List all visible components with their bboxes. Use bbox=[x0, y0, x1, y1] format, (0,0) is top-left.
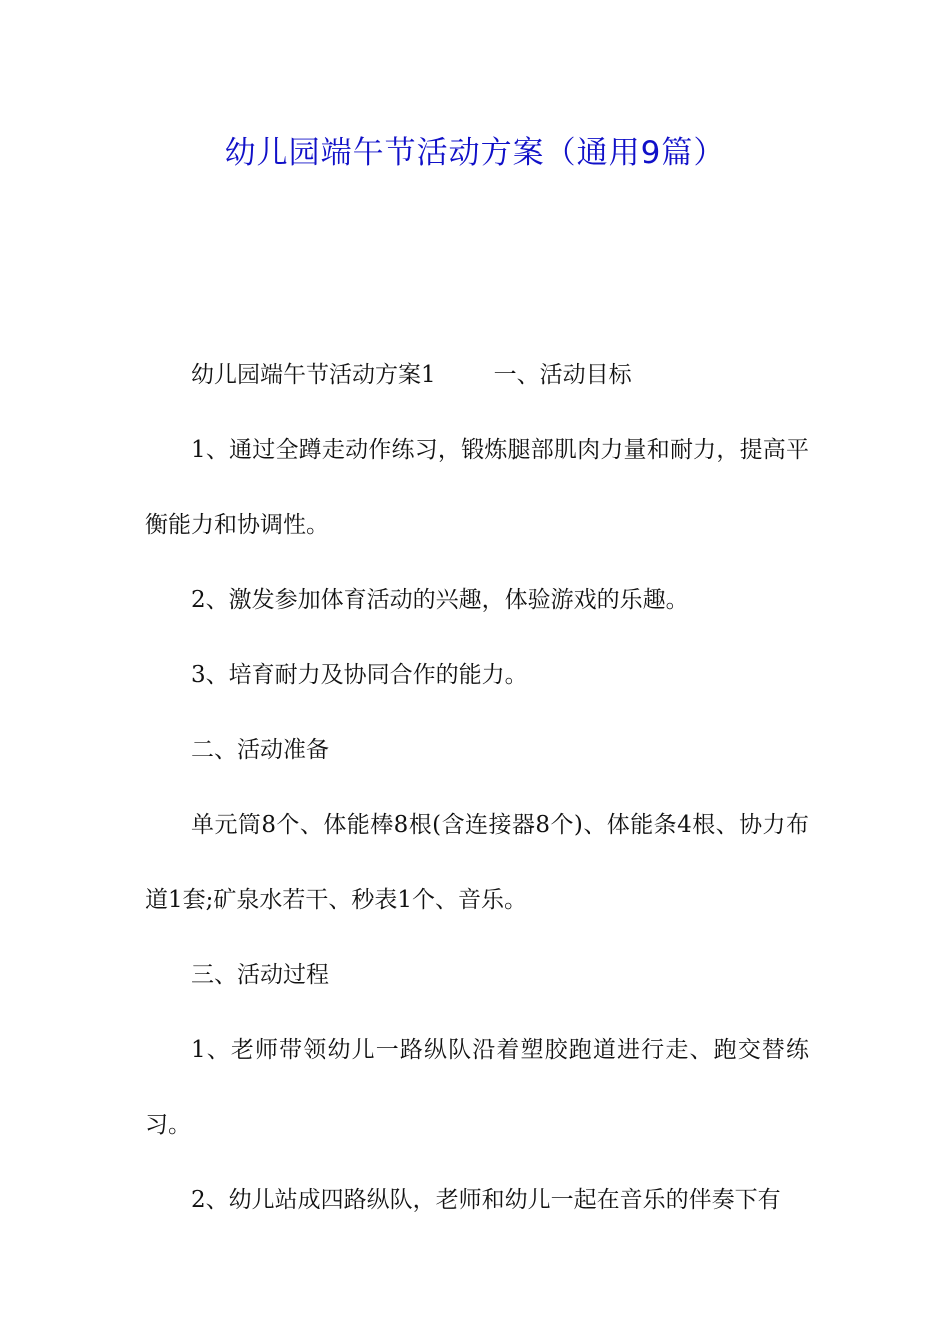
paragraph: 1、老师带领幼儿一路纵队沿着塑胶跑道进行走、跑交替练习。 bbox=[145, 1037, 809, 1138]
section-heading: 幼儿园端午节活动方案1 bbox=[191, 362, 436, 388]
paragraph: 单元筒8个、体能棒8根(含连接器8个)、体能条4根、协力布道1套;矿泉水若干、秒表1个、音乐。 bbox=[145, 812, 809, 913]
paragraph: 三、活动过程 bbox=[191, 962, 329, 988]
paragraph: 3、培育耐力及协同合作的能力。 bbox=[191, 662, 528, 688]
paragraph: 1、通过全蹲走动作练习，锻炼腿部肌肉力量和耐力，提高平衡能力和协调性。 bbox=[145, 437, 809, 538]
subheading: 一、活动目标 bbox=[493, 362, 632, 388]
paragraph: 2、幼儿站成四路纵队，老师和幼儿一起在音乐的伴奏下有 bbox=[191, 1187, 781, 1213]
paragraph: 二、活动准备 bbox=[191, 737, 329, 763]
document-body bbox=[145, 338, 809, 1238]
paragraph: 2、激发参加体育活动的兴趣，体验游戏的乐趣。 bbox=[191, 587, 689, 613]
document-title: 幼儿园端午节活动方案（通用9篇） bbox=[224, 135, 726, 171]
section-heading-line bbox=[145, 338, 809, 413]
